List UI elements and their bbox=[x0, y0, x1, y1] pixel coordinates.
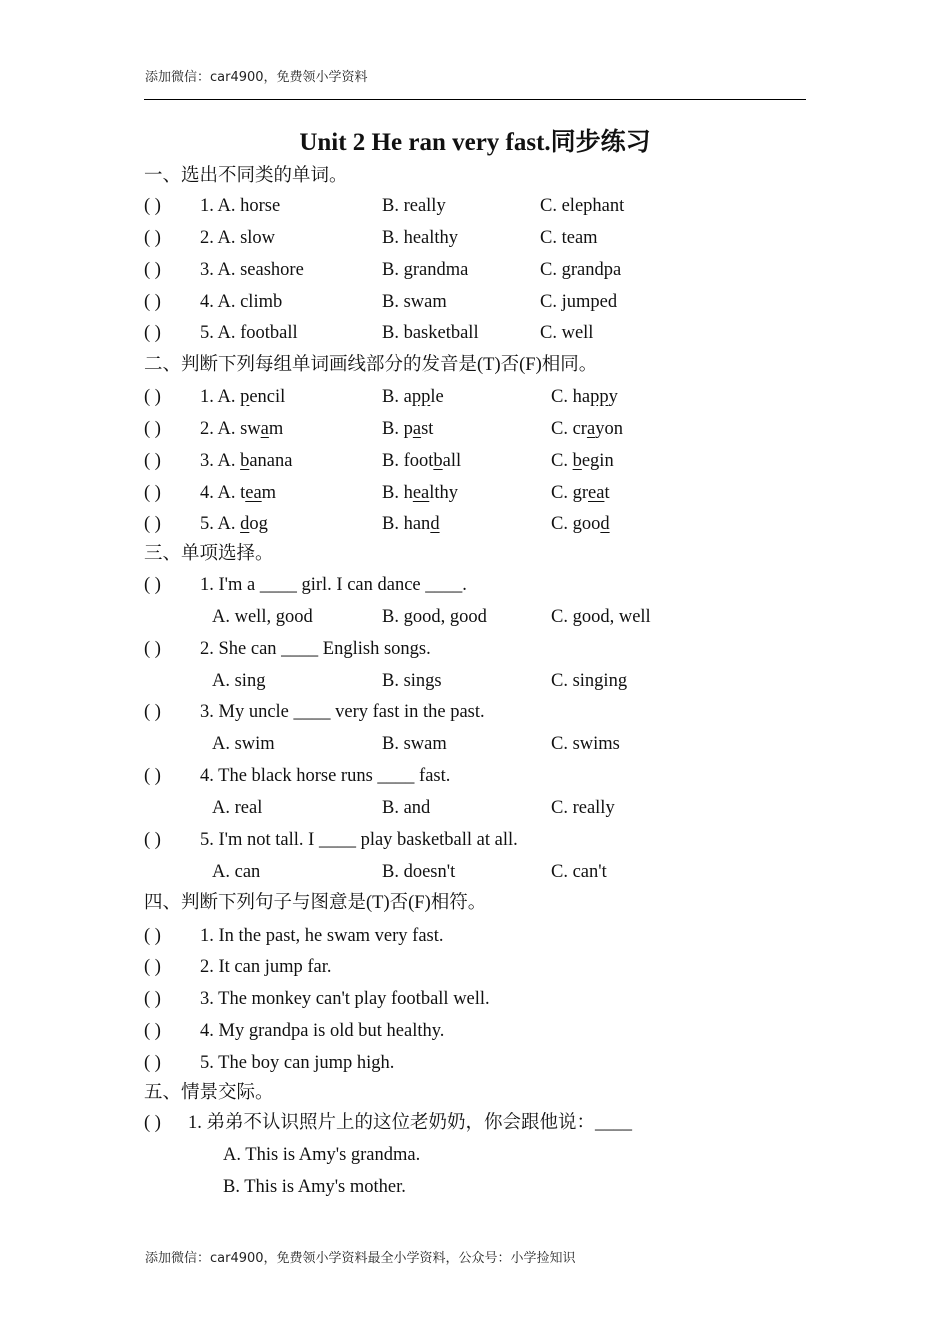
option-b: B. good, good bbox=[382, 607, 487, 627]
word-prefix: C. gr bbox=[551, 483, 588, 503]
section-1-heading: 一、选出不同类的单词。 bbox=[144, 166, 348, 186]
word-prefix: 1. A. bbox=[200, 387, 241, 407]
answer-blank[interactable]: ( ) bbox=[144, 830, 161, 850]
word-prefix: C. cr bbox=[551, 419, 587, 439]
word-prefix: C. goo bbox=[551, 514, 601, 534]
statement-text: 4. My grandpa is old but healthy. bbox=[200, 1021, 445, 1041]
section-2-heading: 二、判断下列每组单词画线部分的发音是(T)否(F)相同。 bbox=[144, 355, 598, 375]
question-text: 4. The black horse runs ____ fast. bbox=[200, 766, 451, 786]
option-a: A. This is Amy's grandma. bbox=[223, 1145, 421, 1165]
answer-blank[interactable]: ( ) bbox=[144, 702, 161, 722]
word-option-c bbox=[551, 418, 623, 440]
option-a: A. sing bbox=[212, 671, 266, 691]
underlined-letters: ea bbox=[245, 483, 262, 503]
word-option-b bbox=[382, 450, 461, 472]
option-b: B. swam bbox=[382, 734, 447, 754]
option-b: B. grandma bbox=[382, 260, 469, 280]
page-footer: 添加微信：car4900，免费领小学资料最全小学资料，公众号：小学捡知识 bbox=[145, 1251, 576, 1266]
underlined-letters: ea bbox=[412, 483, 430, 503]
word-suffix: yon bbox=[595, 419, 623, 439]
statement-text: 2. It can jump far. bbox=[200, 957, 332, 977]
word-option-q bbox=[200, 386, 285, 408]
underlined-letters: a bbox=[260, 419, 269, 439]
word-option-q bbox=[200, 482, 276, 504]
word-suffix: all bbox=[442, 451, 462, 471]
word-suffix: m bbox=[268, 419, 284, 439]
option-b: B. and bbox=[382, 798, 431, 818]
word-option-b bbox=[382, 513, 440, 535]
option-c: C. really bbox=[551, 798, 615, 818]
option-c: C. good, well bbox=[551, 607, 651, 627]
word-prefix: B. han bbox=[382, 514, 431, 534]
answer-blank[interactable]: ( ) bbox=[144, 514, 161, 534]
option-a: A. real bbox=[212, 798, 263, 818]
option-b: B. swam bbox=[382, 292, 447, 312]
word-option-b bbox=[382, 482, 458, 504]
section-3-heading: 三、单项选择。 bbox=[144, 544, 274, 564]
option-b: B. doesn't bbox=[382, 862, 456, 882]
question-text: 2. She can ____ English songs. bbox=[200, 639, 431, 659]
word-option-c bbox=[551, 386, 618, 408]
underlined-letters: pp bbox=[590, 387, 609, 407]
word-suffix: egin bbox=[581, 451, 614, 471]
word-suffix: m bbox=[261, 483, 277, 503]
underlined-letters: d bbox=[240, 514, 250, 534]
answer-blank[interactable]: ( ) bbox=[144, 1053, 161, 1073]
answer-blank[interactable]: ( ) bbox=[144, 926, 161, 946]
option-b: B. This is Amy's mother. bbox=[223, 1177, 406, 1197]
option-a: A. swim bbox=[212, 734, 275, 754]
word-option-b bbox=[382, 386, 444, 408]
question-option-a: 3. A. seashore bbox=[200, 260, 304, 280]
question-option-a: 2. A. slow bbox=[200, 228, 276, 248]
answer-blank[interactable]: ( ) bbox=[144, 957, 161, 977]
statement-text: 5. The boy can jump high. bbox=[200, 1053, 395, 1073]
question-text: 5. I'm not tall. I ____ play basketball at all. bbox=[200, 830, 518, 850]
question-option-a: 1. A. horse bbox=[200, 196, 281, 216]
option-b: B. sings bbox=[382, 671, 442, 691]
word-prefix: B. a bbox=[382, 387, 412, 407]
word-prefix: B. p bbox=[382, 419, 413, 439]
underlined-letters: a bbox=[412, 419, 422, 439]
word-suffix: t bbox=[604, 483, 610, 503]
answer-blank[interactable]: ( ) bbox=[144, 323, 161, 343]
option-b: B. basketball bbox=[382, 323, 479, 343]
answer-blank[interactable]: ( ) bbox=[144, 1113, 161, 1133]
word-prefix: 3. A. bbox=[200, 451, 241, 471]
option-c: C. swims bbox=[551, 734, 620, 754]
word-suffix: lthy bbox=[429, 483, 459, 503]
word-prefix: 5. A. bbox=[200, 514, 241, 534]
word-suffix: encil bbox=[249, 387, 286, 407]
page-title: Unit 2 He ran very fast.同步练习 bbox=[299, 129, 651, 156]
question-text: 1. I'm a ____ girl. I can dance ____. bbox=[200, 575, 467, 595]
word-option-c bbox=[551, 513, 610, 535]
question-option-a: 4. A. climb bbox=[200, 292, 283, 312]
section-5-heading: 五、情景交际。 bbox=[144, 1083, 274, 1103]
word-option-c bbox=[551, 482, 610, 504]
option-c: C. team bbox=[540, 228, 598, 248]
answer-blank[interactable]: ( ) bbox=[144, 1021, 161, 1041]
question-text: 1. 弟弟不认识照片上的这位老奶奶，你会跟他说：____ bbox=[188, 1113, 633, 1133]
word-option-q bbox=[200, 513, 268, 535]
word-suffix: st bbox=[421, 419, 434, 439]
option-c: C. singing bbox=[551, 671, 628, 691]
underlined-letters: b bbox=[240, 451, 250, 471]
answer-blank[interactable]: ( ) bbox=[144, 419, 161, 439]
question-text: 3. My uncle ____ very fast in the past. bbox=[200, 702, 485, 722]
statement-text: 3. The monkey can't play football well. bbox=[200, 989, 490, 1009]
word-prefix: 4. A. t bbox=[200, 483, 246, 503]
option-c: C. jumped bbox=[540, 292, 618, 312]
section-4-heading: 四、判断下列句子与图意是(T)否(F)相符。 bbox=[144, 893, 487, 913]
word-option-q bbox=[200, 418, 283, 440]
word-option-q bbox=[200, 450, 292, 472]
word-suffix: anana bbox=[249, 451, 293, 471]
answer-blank[interactable]: ( ) bbox=[144, 639, 161, 659]
answer-blank[interactable]: ( ) bbox=[144, 575, 161, 595]
underlined-letters: a bbox=[586, 419, 596, 439]
option-b: B. really bbox=[382, 196, 446, 216]
underlined-letters: b bbox=[572, 451, 582, 471]
underlined-letters: d bbox=[600, 514, 610, 534]
header-rule bbox=[144, 99, 806, 100]
answer-blank[interactable]: ( ) bbox=[144, 483, 161, 503]
word-option-c bbox=[551, 450, 614, 472]
option-a: A. can bbox=[212, 862, 261, 882]
word-suffix: y bbox=[608, 387, 618, 407]
answer-blank[interactable]: ( ) bbox=[144, 228, 161, 248]
word-prefix: B. foot bbox=[382, 451, 434, 471]
word-prefix: B. h bbox=[382, 483, 413, 503]
answer-blank[interactable]: ( ) bbox=[144, 451, 161, 471]
page-header: 添加微信：car4900，免费领小学资料 bbox=[145, 70, 368, 85]
option-c: C. grandpa bbox=[540, 260, 622, 280]
option-a: A. well, good bbox=[212, 607, 313, 627]
underlined-letters: b bbox=[433, 451, 443, 471]
option-b: B. healthy bbox=[382, 228, 459, 248]
question-option-a: 5. A. football bbox=[200, 323, 298, 343]
option-c: C. elephant bbox=[540, 196, 625, 216]
option-c: C. well bbox=[540, 323, 594, 343]
statement-text: 1. In the past, he swam very fast. bbox=[200, 926, 444, 946]
answer-blank[interactable]: ( ) bbox=[144, 196, 161, 216]
word-suffix: le bbox=[430, 387, 444, 407]
word-prefix: 2. A. sw bbox=[200, 419, 261, 439]
underlined-letters: pp bbox=[411, 387, 431, 407]
answer-blank[interactable]: ( ) bbox=[144, 260, 161, 280]
underlined-letters: d bbox=[430, 514, 440, 534]
option-c: C. can't bbox=[551, 862, 607, 882]
answer-blank[interactable]: ( ) bbox=[144, 292, 161, 312]
word-option-b bbox=[382, 418, 433, 440]
underlined-letters: p bbox=[240, 387, 250, 407]
answer-blank[interactable]: ( ) bbox=[144, 387, 161, 407]
word-prefix: C. bbox=[551, 451, 573, 471]
word-suffix: og bbox=[249, 514, 268, 534]
answer-blank[interactable]: ( ) bbox=[144, 989, 161, 1009]
underlined-letters: ea bbox=[588, 483, 605, 503]
word-prefix: C. ha bbox=[551, 387, 591, 407]
answer-blank[interactable]: ( ) bbox=[144, 766, 161, 786]
